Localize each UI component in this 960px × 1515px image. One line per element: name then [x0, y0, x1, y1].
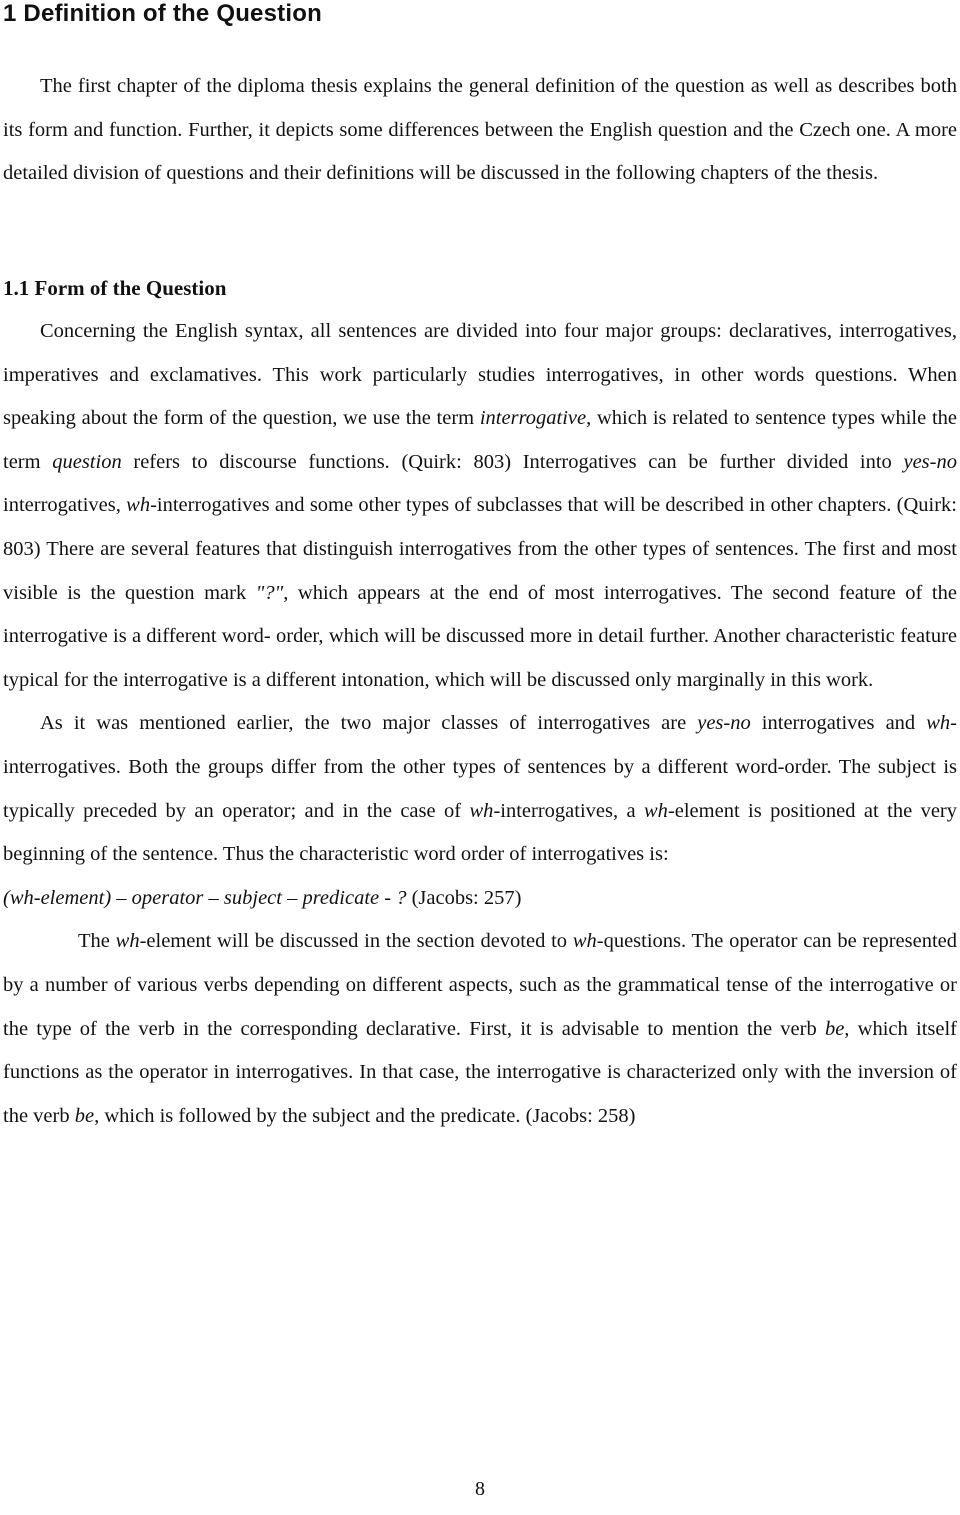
text-run: interrogatives,	[3, 494, 127, 517]
text-run: The	[78, 930, 116, 953]
text-run: Concerning the English syntax, all sentences are divided into four major groups: declaratives, interrogatives, imperatives and exclamatives. This work particularly studies interrogatives, in other words questions. When speaking about the form of the question, we use the term	[3, 320, 957, 430]
paragraph-operator	[3, 920, 957, 1138]
text-run: -element will be discussed in the section devoted to	[139, 930, 573, 953]
italic-term: be	[74, 1104, 95, 1127]
italic-term: yes-no	[697, 712, 751, 735]
text-run: -interrogatives and some other types of subclasses that will be described in other chapters. (Quirk: 803) There are several features that distinguish interrogatives from the other types of sentences. The first and most visible is the question mark	[3, 494, 957, 604]
text-run: -interrogatives. Both the groups differ from the other types of sentences by a different word-order. The subject is typically preceded by an operator; and in the case of	[3, 712, 957, 822]
italic-term: wh	[115, 930, 140, 953]
text-run: As it was mentioned earlier, the two major classes of interrogatives are	[40, 712, 698, 735]
intro-paragraph: The first chapter of the diploma thesis explains the general definition of the question as well as describes both its form and function. Further, it depicts some differences between the English question and the Czech one. A more detailed division of questions and their definitions will be discussed in the following chapters of the thesis.	[3, 75, 957, 185]
italic-term: question	[52, 450, 122, 473]
chapter-title: 1 Definition of the Question	[3, 0, 322, 27]
section-body	[3, 310, 957, 1138]
text-run: , which is followed by the subject and the predicate. (Jacobs: 258)	[94, 1104, 636, 1127]
word-order-formula	[3, 877, 957, 921]
text-run: -element is positioned at the very beginning of the sentence. Thus the characteristic word order of interrogatives is:	[3, 799, 958, 866]
text-run: , which is related to sentence types while the term	[3, 407, 957, 473]
italic-term: wh	[126, 494, 151, 517]
text-run: -questions. The operator can be represented by a number of various verbs depending on different aspects, such as the grammatical tense of the interrogative or the type of the verb in the corresponding declarative. First, it is advisable to mention the verb	[3, 930, 957, 1040]
formula-text: (wh-element) – operator – subject – predicate - ?	[3, 886, 407, 909]
italic-term: interrogative	[479, 407, 587, 430]
text-run: -interrogatives, a	[493, 799, 644, 822]
paragraph-classes	[3, 702, 957, 876]
paragraph-form	[3, 310, 957, 702]
formula-citation: (Jacobs: 257)	[406, 886, 522, 909]
italic-term: wh	[469, 799, 494, 822]
text-run: which itself functions as the operator in interrogatives. In that case, the interrogative is characterized only with the inversion of the verb	[3, 1017, 957, 1127]
italic-term: wh	[644, 799, 668, 822]
section-title: 1.1 Form of the Question	[3, 276, 227, 300]
italic-term: wh	[572, 930, 597, 953]
text-run: interrogatives and	[750, 712, 927, 735]
text-run: refers to discourse functions. (Quirk: 803) Interrogatives can be further divided into	[121, 450, 904, 473]
italic-term: "?"	[255, 581, 284, 604]
intro-block	[3, 65, 957, 196]
text-run: , which appears at the end of most interrogatives. The second feature of the interrogative is a different word- order, which will be discussed more in detail further. Another characteristic feature typical for the interrogative is a different intonation, which will be discussed only marginally in this work.	[3, 581, 957, 691]
italic-term: yes-no	[903, 450, 957, 473]
italic-term: be,	[824, 1017, 850, 1040]
italic-term: wh	[926, 712, 951, 735]
page-number: 8	[475, 1478, 485, 1500]
